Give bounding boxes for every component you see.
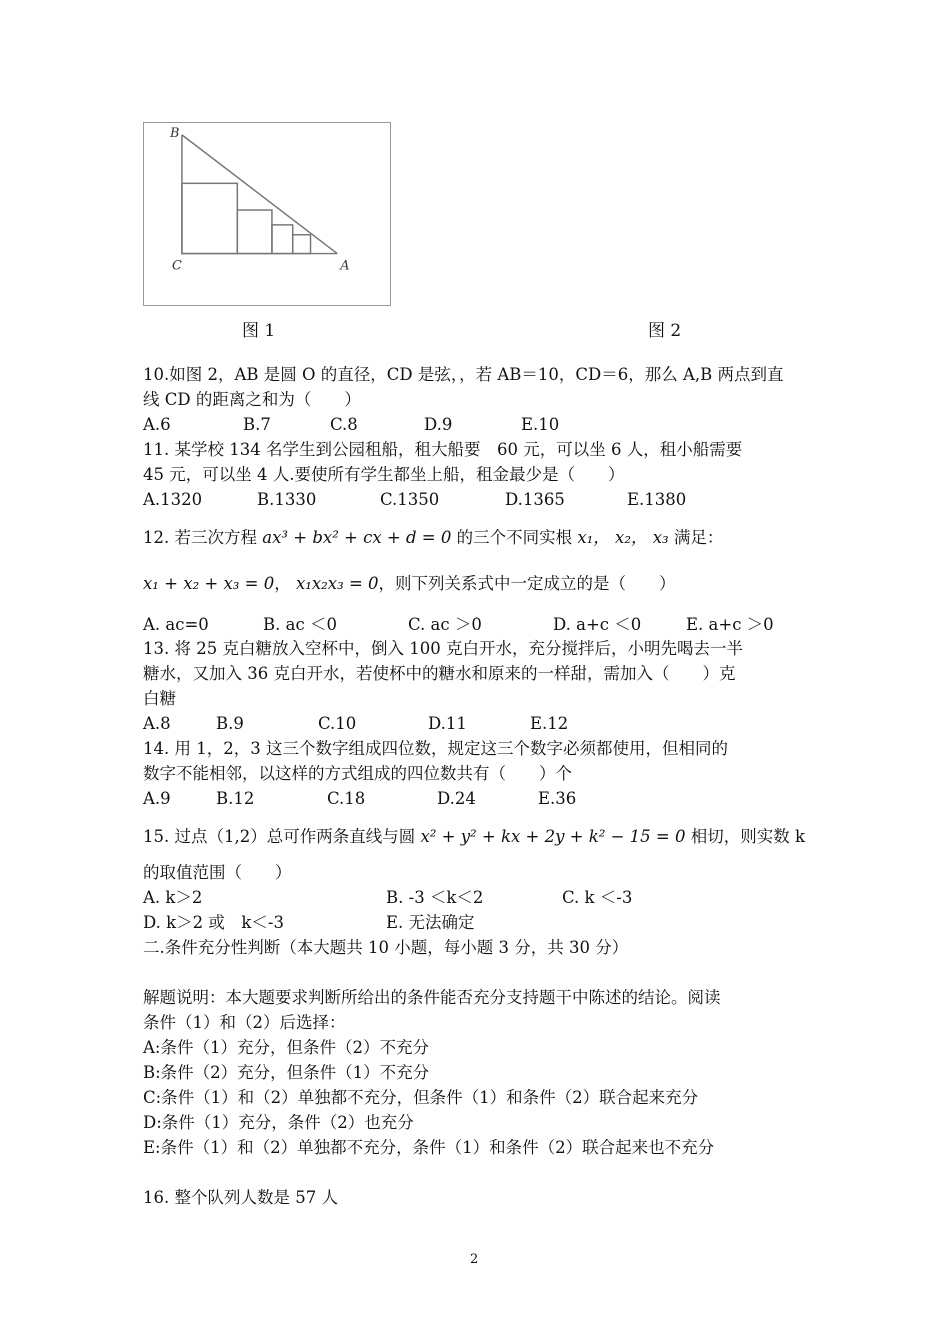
q11-line1: 11. 某学校 134 名学生到公园租船，租大船要 60 元，可以坐 6 人，租小船需要 (143, 440, 743, 459)
q12-suffix: 满足： (673, 528, 724, 547)
q12-option-b: B. ac ＜0 (263, 615, 337, 634)
q12-cond2: x₁x₂x₃ = 0 (295, 574, 379, 593)
q10-option-b: B.7 (243, 415, 271, 434)
q12-line2-suffix: ，则下列关系式中一定成立的是（ ） (378, 574, 676, 593)
triangle-diagram (144, 123, 390, 305)
q14-option-c: C.18 (327, 789, 366, 808)
label-B: B (170, 125, 180, 141)
q11-option-c: C.1350 (380, 490, 440, 509)
q12-option-c: C. ac ＞0 (408, 615, 482, 634)
section2-choice-a: A:条件（1）充分，但条件（2）不充分 (143, 1038, 429, 1057)
figure-1-caption: 图 1 (242, 321, 276, 341)
q15-option-d: D. k＞2 或 k＜-3 (143, 913, 284, 932)
q16-line1: 16. 整个队列人数是 57 人 (143, 1188, 338, 1207)
q14-option-b: B.12 (216, 789, 255, 808)
q12-roots: x₁， x₂， x₃ (577, 528, 669, 547)
q11-option-a: A.1320 (143, 490, 203, 509)
q10-option-c: C.8 (330, 415, 358, 434)
q13-option-c: C.10 (318, 714, 357, 733)
q12-option-d: D. a+c ＜0 (553, 615, 642, 634)
q13-option-e: E.12 (530, 714, 569, 733)
q15-line2: 的取值范围（ ） (143, 863, 292, 882)
q15-option-b: B. -3 ＜k＜2 (386, 888, 484, 907)
q14-option-e: E.36 (538, 789, 577, 808)
q12-prefix: 12. 若三次方程 (143, 528, 257, 547)
figure-2-caption: 图 2 (648, 321, 682, 341)
q10-line1: 10.如图 2，AB 是圆 O 的直径，CD 是弦，，若 AB＝10，CD＝6，那么 A,B 两点到直 (143, 365, 784, 384)
section2-heading: 二.条件充分性判断（本大题共 10 小题，每小题 3 分，共 30 分） (143, 938, 629, 957)
q13-line1: 13. 将 25 克白糖放入空杯中，倒入 100 克白开水，充分搅拌后，小明先喝去一半 (143, 639, 743, 658)
q15-line1 (143, 826, 805, 848)
q12-option-a: A. ac=0 (143, 615, 209, 634)
q15-option-a: A. k＞2 (143, 888, 203, 907)
q13-line2: 糖水，又加入 36 克白开水，若使杯中的糖水和原来的一样甜，需加入（ ）克 (143, 664, 736, 683)
q11-option-b: B.1330 (257, 490, 317, 509)
section2-intro-line1: 解题说明：本大题要求判断所给出的条件能否充分支持题干中陈述的结论。阅读 (143, 988, 721, 1007)
q14-line1: 14. 用 1，2，3 这三个数字组成四位数，规定这三个数字必须都使用，但相同的 (143, 739, 728, 758)
label-A: A (340, 258, 350, 274)
q12-cond1: x₁ + x₂ + x₃ = 0 (143, 574, 275, 593)
q13-option-a: A.8 (143, 714, 171, 733)
q13-option-d: D.11 (428, 714, 467, 733)
q12-equation: ax³ + bx² + cx + d = 0 (262, 528, 452, 547)
section2-choice-c: C:条件（1）和（2）单独都不充分，但条件（1）和条件（2）联合起来充分 (143, 1088, 699, 1107)
q15-prefix: 15. 过点（1,2）总可作两条直线与圆 (143, 827, 416, 846)
q12-mid: 的三个不同实根 (456, 528, 573, 547)
q15-option-e: E. 无法确定 (386, 913, 475, 932)
q10-option-a: A.6 (143, 415, 171, 434)
q15-option-c: C. k ＜-3 (562, 888, 633, 907)
page-number: 2 (470, 1252, 479, 1267)
section2-choice-e: E:条件（1）和（2）单独都不充分，条件（1）和条件（2）联合起来也不充分 (143, 1138, 715, 1157)
q12-line2: x₁ + x₂ + x₃ = 0， x₁x₂x₃ = 0，则下列关系式中一定成立的是（ ） (143, 574, 676, 593)
q11-option-d: D.1365 (505, 490, 565, 509)
label-C: C (172, 258, 182, 274)
q10-option-d: D.9 (424, 415, 453, 434)
q13-line3: 白糖 (143, 689, 176, 708)
q13-option-b: B.9 (216, 714, 244, 733)
q11-line2: 45 元，可以坐 4 人.要使所有学生都坐上船，租金最少是（ ） (143, 465, 625, 484)
q15-suffix: 相切，则实数 k (690, 827, 805, 846)
section2-intro-line2: 条件（1）和（2）后选择： (143, 1013, 346, 1032)
q12-option-e: E. a+c ＞0 (686, 615, 774, 634)
figure-1-triangle (143, 122, 391, 306)
q10-option-e: E.10 (521, 415, 560, 434)
q15-equation: x² + y² + kx + 2y + k² − 15 = 0 (420, 827, 686, 846)
q14-option-d: D.24 (437, 789, 476, 808)
section2-choice-d: D:条件（1）充分，条件（2）也充分 (143, 1113, 414, 1132)
q14-option-a: A.9 (143, 789, 171, 808)
q14-line2: 数字不能相邻，以这样的方式组成的四位数共有（ ）个 (143, 764, 572, 783)
q12-line1 (143, 527, 723, 549)
section2-choice-b: B:条件（2）充分，但条件（1）不充分 (143, 1063, 430, 1082)
q10-line2: 线 CD 的距离之和为（ ） (143, 390, 361, 409)
q11-option-e: E.1380 (627, 490, 687, 509)
